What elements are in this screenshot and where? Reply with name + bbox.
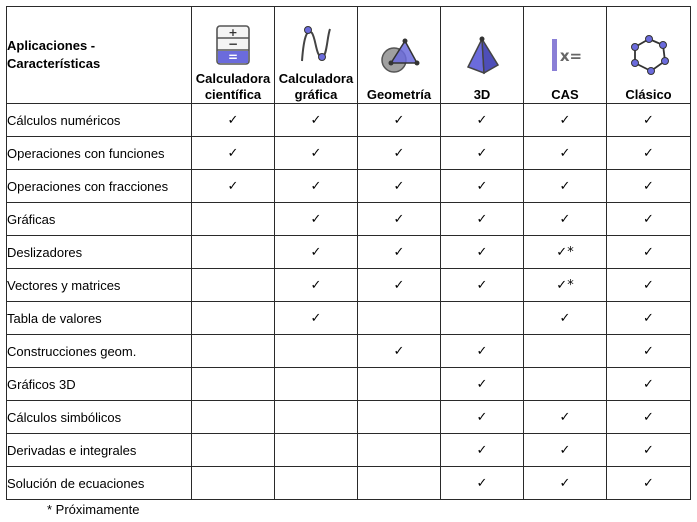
svg-text:−: −	[227, 37, 239, 51]
check-mark: ✓	[524, 401, 607, 434]
check-mark: ✓	[441, 401, 524, 434]
app-header-scientific	[192, 7, 275, 104]
app-name-scientific: Calculadora científica	[195, 71, 271, 102]
check-mark: ✓	[275, 302, 358, 335]
features-table	[6, 6, 691, 500]
check-mark	[192, 203, 275, 236]
app-header-classic	[607, 7, 691, 104]
check-mark: ✓	[275, 137, 358, 170]
calculator-icon	[211, 23, 255, 67]
check-mark: ✓*	[524, 236, 607, 269]
check-mark: ✓	[358, 170, 441, 203]
feature-label: Derivadas e integrales	[7, 434, 192, 467]
app-header-cas	[524, 7, 607, 104]
feature-label: Gráficas	[7, 203, 192, 236]
check-mark: ✓	[441, 335, 524, 368]
check-mark: ✓	[275, 203, 358, 236]
table-row	[7, 170, 691, 203]
check-mark: ✓	[192, 170, 275, 203]
check-mark: ✓	[441, 236, 524, 269]
table-row	[7, 104, 691, 137]
feature-label: Construcciones geom.	[7, 335, 192, 368]
app-name-geometry: Geometría	[366, 87, 432, 102]
check-mark: ✓	[358, 236, 441, 269]
check-mark	[358, 302, 441, 335]
check-mark: ✓	[524, 203, 607, 236]
check-mark: ✓	[441, 170, 524, 203]
table-row	[7, 137, 691, 170]
check-mark	[275, 335, 358, 368]
check-mark: ✓	[524, 302, 607, 335]
check-mark: ✓	[441, 467, 524, 500]
check-mark: ✓	[607, 203, 691, 236]
check-mark	[192, 434, 275, 467]
check-mark: ✓	[607, 335, 691, 368]
feature-label: Cálculos numéricos	[7, 104, 192, 137]
feature-label: Gráficos 3D	[7, 368, 192, 401]
check-mark: ✓	[524, 104, 607, 137]
header-label: Aplicaciones - Características	[7, 7, 192, 104]
check-mark	[358, 368, 441, 401]
app-header-geometry	[358, 7, 441, 104]
feature-label: Solución de ecuaciones	[7, 467, 192, 500]
check-mark: ✓	[607, 170, 691, 203]
check-mark	[192, 302, 275, 335]
check-mark: ✓	[607, 401, 691, 434]
check-mark	[441, 302, 524, 335]
check-mark	[192, 269, 275, 302]
table-row	[7, 335, 691, 368]
geometry-icon	[377, 33, 421, 77]
check-mark: ✓	[358, 269, 441, 302]
check-mark	[358, 401, 441, 434]
check-mark: ✓	[275, 269, 358, 302]
graph-icon	[294, 23, 338, 67]
check-mark: ✓	[358, 104, 441, 137]
app-name-graphing: Calculadora gráfica	[278, 71, 354, 102]
check-mark	[192, 467, 275, 500]
check-mark: ✓	[607, 434, 691, 467]
check-mark: ✓	[607, 104, 691, 137]
feature-label: Tabla de valores	[7, 302, 192, 335]
check-mark: ✓	[358, 203, 441, 236]
check-mark: ✓	[607, 467, 691, 500]
check-mark: ✓	[607, 137, 691, 170]
table-row	[7, 368, 691, 401]
check-mark: ✓	[607, 269, 691, 302]
svg-text:x=: x=	[559, 47, 583, 65]
app-name-classic: Clásico	[625, 87, 672, 102]
svg-text:+: +	[228, 26, 238, 39]
classic-polygon-icon	[627, 33, 671, 77]
check-mark: ✓	[275, 236, 358, 269]
check-mark: ✓	[441, 137, 524, 170]
feature-label: Cálculos simbólicos	[7, 401, 192, 434]
check-mark: ✓	[441, 269, 524, 302]
check-mark: ✓	[441, 368, 524, 401]
app-header-graphing	[275, 7, 358, 104]
check-mark: ✓	[358, 137, 441, 170]
check-mark: ✓	[524, 137, 607, 170]
app-header-3d	[441, 7, 524, 104]
check-mark	[275, 401, 358, 434]
check-mark	[524, 368, 607, 401]
check-mark	[275, 467, 358, 500]
table-row	[7, 467, 691, 500]
feature-label: Operaciones con fracciones	[7, 170, 192, 203]
check-mark: ✓	[192, 137, 275, 170]
pyramid-3d-icon	[460, 33, 504, 77]
check-mark: ✓	[358, 335, 441, 368]
check-mark	[524, 335, 607, 368]
check-mark	[192, 335, 275, 368]
check-mark	[275, 368, 358, 401]
check-mark	[192, 236, 275, 269]
check-mark: ✓	[607, 368, 691, 401]
check-mark	[192, 401, 275, 434]
table-row	[7, 434, 691, 467]
app-name-3d: 3D	[473, 87, 491, 102]
check-mark	[192, 368, 275, 401]
footnote: * Próximamente	[47, 502, 140, 517]
feature-label: Vectores y matrices	[7, 269, 192, 302]
check-mark	[358, 434, 441, 467]
check-mark	[358, 467, 441, 500]
check-mark: ✓	[607, 302, 691, 335]
check-mark	[275, 434, 358, 467]
check-mark: ✓	[524, 170, 607, 203]
check-mark: ✓*	[524, 269, 607, 302]
cas-icon	[543, 33, 587, 77]
table-row	[7, 401, 691, 434]
check-mark: ✓	[524, 467, 607, 500]
check-mark: ✓	[275, 104, 358, 137]
table-row	[7, 236, 691, 269]
table-row	[7, 269, 691, 302]
check-mark: ✓	[441, 203, 524, 236]
app-name-cas: CAS	[551, 87, 579, 102]
header-row	[7, 7, 691, 104]
feature-label: Operaciones con funciones	[7, 137, 192, 170]
check-mark: ✓	[192, 104, 275, 137]
table-row	[7, 203, 691, 236]
check-mark: ✓	[524, 434, 607, 467]
feature-label: Deslizadores	[7, 236, 192, 269]
check-mark: ✓	[607, 236, 691, 269]
check-mark: ✓	[441, 434, 524, 467]
svg-text:=: =	[227, 50, 239, 64]
table-row	[7, 302, 691, 335]
check-mark: ✓	[275, 170, 358, 203]
check-mark: ✓	[441, 104, 524, 137]
